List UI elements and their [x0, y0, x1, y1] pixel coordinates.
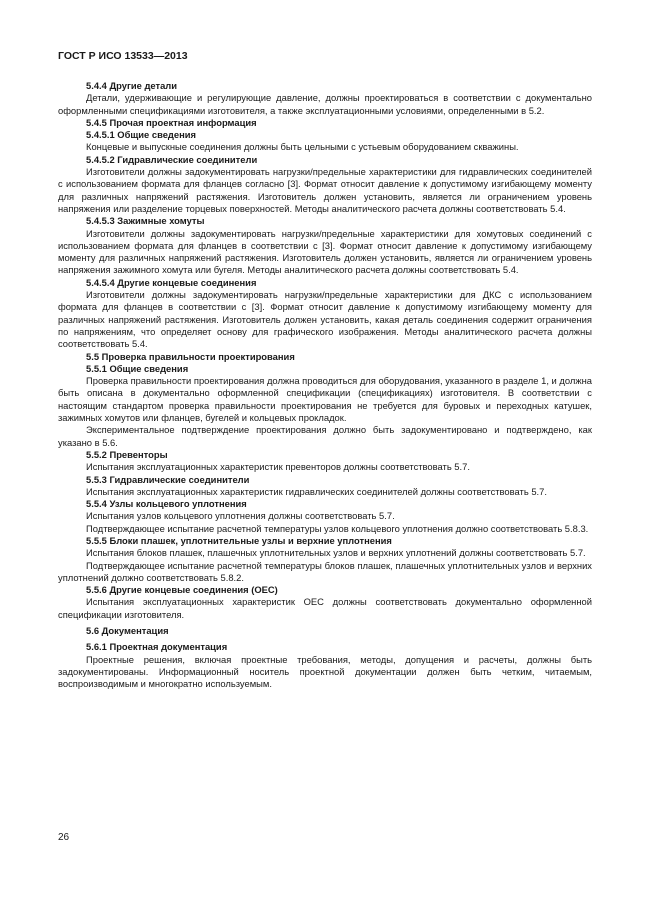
body-paragraph: Детали, удерживающие и регулирующие давление, должны проектироваться в соответствии с документально оформленными спецификациями изготовителя, а также эксплуатационными условиями, определенными в 5.2.: [58, 92, 592, 116]
page-number: 26: [58, 832, 70, 843]
body-paragraph: Проектные решения, включая проектные требования, методы, допущения и расчеты, должны быть задокументированы. Информационный носитель проектной документации должен быть четким, читаемым, воспроизводимым и многократно используемым.: [58, 653, 592, 690]
section-heading: 5.4.5.2 Гидравлические соединители: [86, 153, 258, 165]
section-heading: 5.5.3 Гидравлические соединители: [86, 473, 250, 485]
section-heading: 5.4.4 Другие детали: [86, 80, 178, 91]
body-paragraph: Проверка правильности проектирования должна проводиться для оборудования, указанного в разделе 1, и должна быть описана в документально оформленной спецификации (спецификациях) изготовителя. В соответствии с настоящим стандартом проверка правильности проектирования не требуется для буровых и переходных катушек, зажимных хомутов или фланцев, бугелей и кольцевых прокладок.: [58, 375, 592, 424]
body-paragraph: Изготовители должны задокументировать нагрузки/предельные характеристики для гидравлических соединителей с использованием формата для фланцев согласно [3]. Формат относит давление к допустимому изгибающему моменту для различных напряжений растяжения. Изготовитель должен установить, является ли ограничением уровень напряжения или разделение торцевых поверхностей. Методы аналитического расчета должны соответствовать 5.4.: [58, 166, 592, 214]
body-paragraph: Подтверждающее испытание расчетной температуры блоков плашек, плашечных уплотнительных узлов и верхних уплотнений должно соответствовать 5.8.2.: [58, 559, 592, 583]
section-heading: 5.5.1 Общие сведения: [86, 362, 189, 374]
body-paragraph: Подтверждающее испытание расчетной температуры узлов кольцевого уплотнения должно соответствовать 5.8.3.: [86, 522, 589, 534]
section-heading: 5.6 Документация: [86, 625, 169, 637]
body-paragraph: Испытания эксплуатационных характеристик ОЕС должны соответствовать документально оформленной спецификации изготовителя.: [58, 596, 592, 620]
body-paragraph: Изготовители должны задокументировать нагрузки/предельные характеристики для хомутовых соединений с использованием формата для фланцев в соответствии с [3]. Формат относит давление к допустимому изгибающему моменту для различных напряжений растяжения. Изготовитель должен установить, является ли ограничением уровень напряжения зажимного хомута или бугеля. Методы аналитического расчета должны соответствовать 5.4.: [58, 227, 592, 276]
section-heading: 5.6.1 Проектная документация: [86, 641, 228, 653]
document-body: [58, 80, 592, 691]
body-paragraph: Испытания блоков плашек, плашечных уплотнительных узлов и верхних уплотнений должны соответствовать 5.7.: [86, 547, 586, 559]
section-heading: 5.4.5.4 Другие концевые соединения: [86, 276, 257, 288]
section-heading: 5.5.6 Другие концевые соединения (ОЕС): [86, 584, 278, 596]
section-heading: 5.5.2 Превенторы: [86, 448, 168, 460]
body-paragraph: Испытания эксплуатационных характеристик превенторов должны соответствовать 5.7.: [86, 461, 470, 473]
document-header-title: ГОСТ Р ИСО 13533—2013: [58, 50, 188, 62]
body-paragraph: Изготовители должны задокументировать нагрузки/предельные характеристики для ДКС с использованием формата для фланцев в соответствии с [3]. Формат относит давление к допустимому изгибающему моменту для различных напряжений растяжения. Изготовитель должен установить, какая деталь соединения содержит ограничения по напряжениям, что определяет основу для графического изображения. Методы аналитического расчета должны соответствовать 5.4.: [58, 289, 592, 350]
body-paragraph: Экспериментальное подтверждение проектирования должно быть задокументировано и подтверждено, как указано в 5.6.: [58, 424, 592, 448]
section-heading: 5.4.5.1 Общие сведения: [86, 129, 196, 141]
section-heading: 5.5.4 Узлы кольцевого уплотнения: [86, 498, 247, 510]
body-paragraph: Концевые и выпускные соединения должны быть цельными с устьевым оборудованием скважины.: [86, 141, 519, 153]
body-paragraph: Испытания узлов кольцевого уплотнения должны соответствовать 5.7.: [86, 510, 395, 522]
section-heading: 5.5.5 Блоки плашек, уплотнительные узлы и верхние уплотнения: [86, 534, 392, 546]
body-paragraph: Испытания эксплуатационных характеристик гидравлических соединителей должны соответствовать 5.7.: [86, 485, 547, 497]
section-heading: 5.4.5 Прочая проектная информация: [86, 116, 257, 128]
section-heading: 5.5 Проверка правильности проектирования: [86, 350, 295, 362]
section-heading: 5.4.5.3 Зажимные хомуты: [86, 215, 205, 227]
